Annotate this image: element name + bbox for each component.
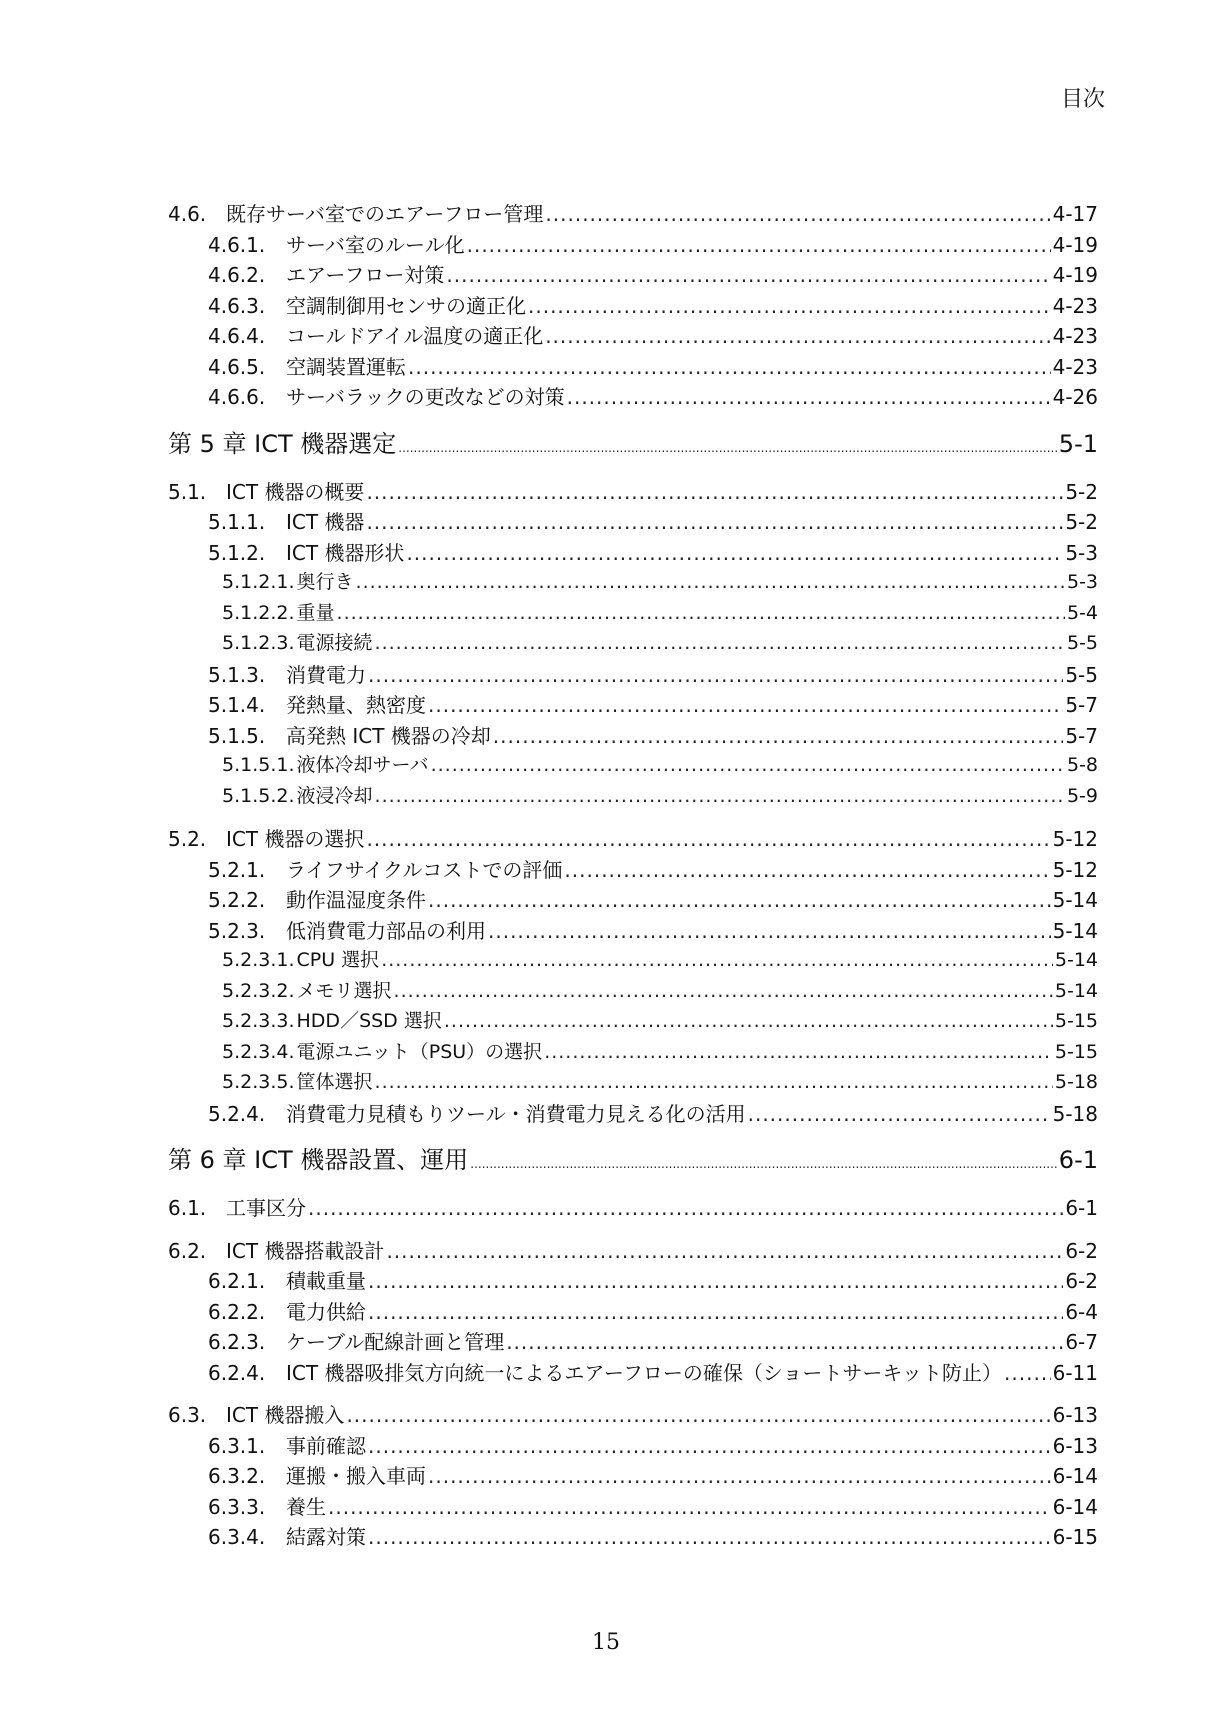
toc-entry-page: 6-14 [1052,1464,1098,1488]
toc-entry-number: 5.2.2. [208,888,266,912]
toc-entry-title: 事前確認 [286,1433,366,1458]
toc-entry[interactable] [168,1006,1098,1037]
dot-leader [375,1071,1053,1093]
toc-entry-title: ICT 機器 [286,510,365,534]
dot-leader [375,632,1065,654]
toc-entry[interactable] [168,506,1098,537]
toc-entry[interactable] [168,1430,1098,1461]
toc-entry-page: 5-14 [1052,888,1098,912]
toc-entry-title: エアーフロー対策 [286,263,445,287]
toc-entry-number: 5.2.4. [208,1101,266,1126]
toc-entry-number: 6.1. [168,1196,207,1220]
toc-entry-number: 4.6.3. [208,293,266,318]
toc-entry-page: 5-15 [1054,1040,1098,1063]
toc-entry-title: ICT 機器吸排気方向統一によるエアーフローの確保（ショートサーキット防止） [286,1360,1003,1385]
dot-leader [544,1041,1053,1063]
toc-entry-title: 液体冷却サーバ [296,754,429,776]
toc-entry-number: 5.1.5. [208,723,266,748]
toc-entry-number: 5.2.3.2. [222,979,295,1002]
toc-entry-title: サーバ室のルール化 [286,232,465,257]
toc-entry-page: 6-14 [1052,1494,1098,1519]
toc-entry[interactable] [168,1326,1098,1357]
toc-entry[interactable] [168,1357,1098,1388]
toc-entry-number: 5.1.3. [208,662,266,687]
toc-entry-number: 6.2.3. [208,1330,266,1354]
toc-entry-page: 5-2 [1065,510,1098,534]
dot-leader [567,385,1051,409]
running-header: 目次 [1060,87,1105,112]
toc-entry-title: 運搬・搬入車両 [286,1464,426,1488]
dot-leader [398,430,1057,458]
toc-entry-title: 発熱量、熱密度 [286,693,426,717]
toc-entry-page: 5-2 [1065,479,1098,504]
dot-leader [368,1269,1063,1293]
dot-leader [428,1464,1051,1488]
toc-entry-page: 5-4 [1066,601,1098,624]
toc-entry-page: 5-12 [1052,857,1098,882]
toc-entry-number: 5.2.3.5. [222,1071,295,1093]
toc-entry-page: 5-14 [1054,979,1098,1002]
toc-entry[interactable] [168,1491,1098,1522]
dot-leader [308,1196,1063,1220]
toc-entry-title: メモリ選択 [296,979,392,1002]
toc-entry-page: 5-12 [1052,827,1098,851]
toc-entry[interactable] [168,351,1098,382]
toc-entry-number: 5.1.1. [208,510,266,534]
toc-entry-title: ケーブル配線計画と管理 [286,1330,505,1354]
toc-entry-title: ICT 機器の概要 [226,479,365,504]
dot-leader [366,827,1050,851]
toc-entry[interactable] [168,689,1098,720]
toc-entry-number: 5.2.3.1. [222,949,295,971]
dot-leader [428,693,1063,717]
toc-entry-number: 5.1.5.2. [222,784,295,807]
toc-entry[interactable] [168,1521,1098,1552]
toc-entry-title: 既存サーバ室でのエアーフロー管理 [226,202,544,226]
toc-entry-page: 5-3 [1066,571,1098,593]
toc-entry-page: 4-23 [1052,354,1098,379]
dot-leader [528,294,1051,318]
toc-entry-number: 5.2.1. [208,857,266,882]
toc-entry-number: 4.6.1. [208,232,266,257]
toc-entry-title: 空調制御用センサの適正化 [286,293,526,318]
dot-leader [408,355,1051,379]
toc-entry[interactable] [168,1235,1098,1266]
toc-entry-title: HDD／SSD 選択 [296,1010,442,1032]
toc-entry[interactable] [168,659,1098,690]
toc-entry-number: 5.2.3.4. [222,1040,295,1063]
dot-leader [545,324,1050,348]
toc-entry[interactable] [168,259,1098,290]
dot-leader [394,980,1053,1002]
toc-entry[interactable] [168,854,1098,885]
toc-entry[interactable] [168,229,1098,260]
toc-entry-title: ICT 機器形状 [286,540,405,565]
dot-leader [381,949,1053,971]
toc-entry-number: 5.2.3.3. [222,1010,295,1032]
toc-entry-page: 6-4 [1065,1299,1098,1324]
toc-entry-title: 工事区分 [226,1196,306,1220]
dot-leader [368,1434,1051,1458]
toc-entry-title: ICT 機器搬入 [226,1403,345,1427]
toc-entry-number: 5.1.2.3. [222,632,295,654]
dot-leader [428,888,1051,912]
toc-entry[interactable] [168,1265,1098,1296]
toc-entry-page: 5-9 [1066,784,1098,807]
dot-leader [446,263,1050,287]
toc-entry[interactable] [168,1192,1098,1223]
toc-entry-page: 5-14 [1052,918,1098,943]
dot-leader [470,1146,1057,1174]
toc-entry-number: 5.2. [168,827,207,851]
toc-chapter-entry[interactable] [168,424,1098,466]
toc-entry[interactable] [168,823,1098,854]
toc-chapter-entry[interactable] [168,1140,1098,1182]
toc-entry-number: 5.1.2.1. [222,571,295,593]
toc-entry-title: 低消費電力部品の利用 [286,918,486,943]
dot-leader [431,754,1065,776]
toc-entry-page: 5-15 [1054,1010,1098,1032]
dot-leader [368,1525,1051,1549]
toc-entry-number: 5.1.4. [208,693,266,717]
toc-entry-page: 4-19 [1052,263,1098,287]
toc-entry-page: 4-19 [1052,232,1098,257]
toc-entry-number: 6.3.4. [208,1525,266,1549]
toc-entry-page: 6-13 [1052,1403,1098,1427]
dot-leader [506,1330,1063,1354]
toc-entry-page: 4-23 [1052,293,1098,318]
toc-entry-page: 5-7 [1065,693,1098,717]
toc-entry[interactable] [168,1296,1098,1327]
toc-entry[interactable] [168,537,1098,568]
toc-entry-title: 養生 [286,1494,326,1519]
toc-entry-title: ICT 機器搭載設計 [226,1238,385,1263]
toc-entry-page: 6-13 [1052,1433,1098,1458]
toc-entry-title: 筐体選択 [296,1071,373,1093]
toc-entry-page: 5-8 [1066,754,1098,776]
toc-entry-title: 高発熱 ICT 機器の冷却 [286,723,491,748]
toc-entry[interactable] [168,1399,1098,1430]
toc-entry-number: 4.6.6. [208,385,266,409]
toc-entry[interactable] [168,976,1098,1007]
toc-entry-number: 6.2.1. [208,1269,266,1293]
dot-leader [366,510,1063,534]
toc-entry-number: 5.1.2.2. [222,601,295,624]
toc-entry-title: CPU 選択 [296,949,380,971]
toc-entry-page: 6-15 [1052,1525,1098,1549]
toc-entry-title: 空調装置運転 [286,354,406,379]
toc-entry-title: サーバラックの更改などの対策 [286,385,565,409]
dot-leader [366,480,1063,504]
toc-entry[interactable] [168,1037,1098,1068]
toc-entry[interactable] [168,598,1098,629]
toc-entry-title: 消費電力 [286,662,366,687]
toc-entry-number: 6.2. [168,1238,207,1263]
dot-leader [488,919,1051,943]
toc-entry-page: 6-11 [1052,1360,1098,1385]
dot-leader [356,571,1065,593]
dot-leader [337,602,1065,624]
toc-entry-number: 4.6. [168,202,207,226]
dot-leader [493,724,1064,748]
toc-entry[interactable] [168,476,1098,507]
toc-entry[interactable] [168,1098,1098,1129]
toc-entry-title: ライフサイクルコストでの評価 [286,857,563,882]
toc-entry-page: 5-3 [1065,540,1098,565]
toc-entry-title: 重量 [296,601,335,624]
dot-leader [386,1239,1063,1263]
toc-entry-page: 6-7 [1065,1330,1098,1354]
dot-leader [406,541,1063,565]
dot-leader [748,1102,1051,1126]
toc-entry-title: 電源ユニット（PSU）の選択 [296,1040,543,1063]
toc-entry-number: 5.1.2. [208,540,266,565]
toc-entry-number: 4.6.2. [208,263,266,287]
dot-leader [467,233,1051,257]
toc-entry-number: 5.2.3. [208,918,266,943]
dot-leader [368,1300,1063,1324]
toc-entry-title: 結露対策 [286,1525,366,1549]
toc-entry[interactable] [168,198,1098,229]
toc-entry-number: 6.3.2. [208,1464,266,1488]
toc-entry-title: 第 6 章 ICT 機器設置、運用 [168,1146,469,1174]
toc-entry-title: ICT 機器の選択 [226,827,365,851]
toc-entry[interactable] [168,320,1098,351]
toc-entry-title: 第 5 章 ICT 機器選定 [168,429,397,458]
toc-entry-page: 4-23 [1052,324,1098,348]
toc-entry-page: 5-18 [1052,1101,1098,1126]
toc-entry-title: 電源接続 [296,632,373,654]
toc-entry-page: 6-2 [1065,1238,1098,1263]
toc-entry[interactable] [168,915,1098,946]
toc-entry[interactable] [168,884,1098,915]
toc-entry-title: 動作温湿度条件 [286,888,426,912]
toc-entry[interactable] [168,290,1098,321]
toc-entry[interactable] [168,945,1098,976]
toc-entry-title: 奥行き [296,571,354,593]
toc-entry-page: 5-14 [1054,949,1098,971]
toc-entry[interactable] [168,781,1098,812]
dot-leader [444,1010,1053,1032]
toc-entry-number: 4.6.4. [208,324,266,348]
toc-entry[interactable] [168,381,1098,412]
toc-entry-number: 4.6.5. [208,354,266,379]
toc-entry-page: 5-7 [1065,723,1098,748]
toc-entry-page: 5-18 [1054,1071,1098,1093]
page-number: 15 [592,1630,620,1655]
toc-entry-number: 6.2.4. [208,1360,266,1385]
toc-entry[interactable] [168,628,1098,659]
toc-entry-page: 5-5 [1065,662,1098,687]
table-of-contents [168,198,1098,1552]
toc-entry-page: 6-2 [1065,1269,1098,1293]
toc-entry-number: 6.3.1. [208,1433,266,1458]
dot-leader [375,785,1065,807]
toc-entry[interactable] [168,720,1098,751]
toc-entry-page: 4-26 [1052,385,1098,409]
toc-entry-page: 6-1 [1065,1196,1098,1220]
dot-leader [368,663,1063,687]
dot-leader [346,1403,1050,1427]
toc-entry-title: 積載重量 [286,1269,366,1293]
toc-entry-number: 6.2.2. [208,1299,266,1324]
toc-entry-title: 消費電力見積もりツール・消費電力見える化の活用 [286,1101,746,1126]
toc-entry[interactable] [168,567,1098,598]
toc-entry-title: コールドアイル温度の適正化 [286,324,544,348]
toc-entry-title: 電力供給 [286,1299,366,1324]
dot-leader [1004,1361,1051,1385]
dot-leader [545,202,1050,226]
toc-entry-page: 5-5 [1066,632,1098,654]
toc-entry-page: 4-17 [1052,202,1098,226]
toc-entry-number: 6.3. [168,1403,207,1427]
toc-entry-number: 5.1. [168,479,207,504]
toc-entry-page: 5-1 [1058,429,1098,458]
toc-entry[interactable] [168,1460,1098,1491]
toc-entry-page: 6-1 [1058,1146,1098,1174]
dot-leader [328,1495,1051,1519]
toc-entry-title: 液浸冷却 [296,784,373,807]
toc-entry-number: 5.1.5.1. [222,754,295,776]
toc-entry[interactable] [168,1067,1098,1098]
dot-leader [564,858,1050,882]
toc-entry[interactable] [168,750,1098,781]
toc-entry-number: 6.3.3. [208,1494,266,1519]
